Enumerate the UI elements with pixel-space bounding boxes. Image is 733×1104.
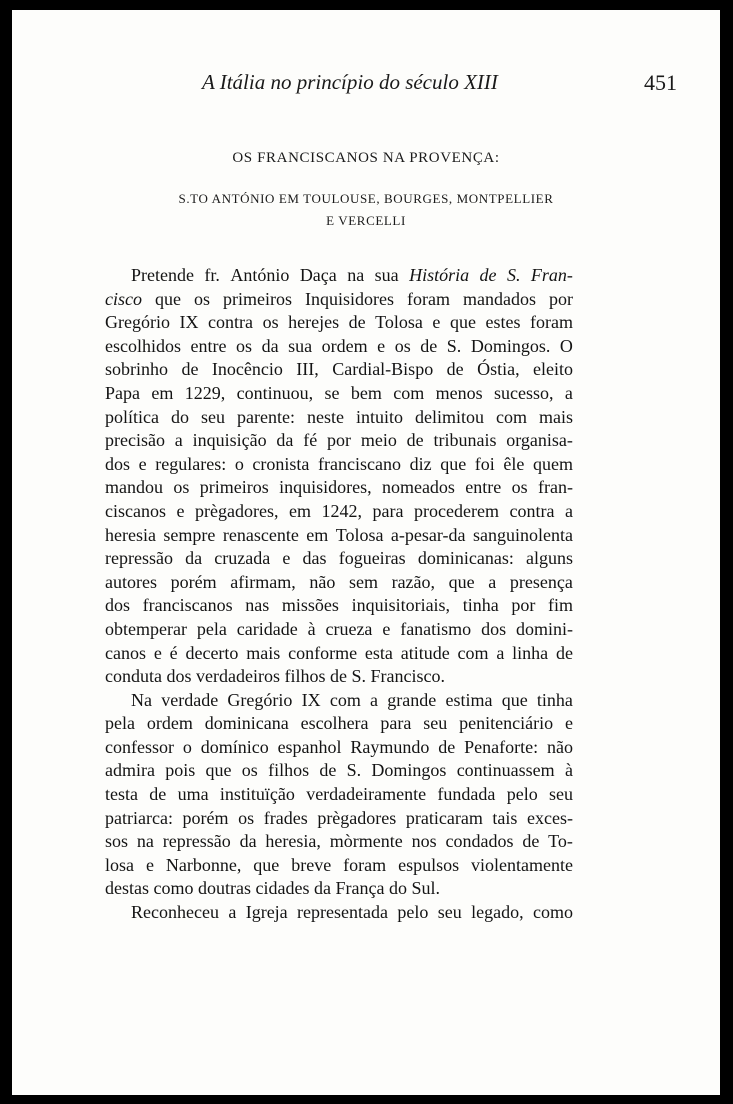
text-line: escolhidos entre os da sua ordem e os de S. Domingos. O bbox=[105, 335, 573, 356]
text-line: precisão a inquisição da fé por meio de tribunais organisa- bbox=[105, 430, 573, 451]
running-title: A Itália no princípio do século XIII bbox=[202, 70, 498, 94]
page-number: 451 bbox=[644, 70, 677, 95]
text-line: dos franciscanos nas missões inquisitoriais, tinha por fim bbox=[105, 595, 573, 616]
section-subtitle bbox=[12, 188, 720, 232]
text-line: losa e Narbonne, que breve foram espulsos violentamente bbox=[105, 854, 573, 875]
text-line: canos e é decerto mais conforme esta atitude com a linha de bbox=[105, 642, 573, 663]
text-line: patriarca: porém os frades prègadores praticaram tais exces- bbox=[105, 807, 573, 828]
text-line: testa de uma instituïção verdadeiramente fundada pelo seu bbox=[105, 784, 573, 805]
text-line: Gregório IX contra os herejes de Tolosa e que estes foram bbox=[105, 312, 573, 333]
text-line: cisco que os primeiros Inquisidores foram mandados por bbox=[105, 288, 573, 309]
text-line: sobrinho de Inocêncio III, Cardial-Bispo de Óstia, eleito bbox=[105, 359, 573, 380]
page-header bbox=[112, 70, 677, 100]
book-page bbox=[12, 10, 720, 1095]
text-line: Na verdade Gregório IX com a grande estima que tinha bbox=[131, 689, 573, 710]
text-line: pela ordem dominicana escolhera para seu penitenciário e bbox=[105, 713, 573, 734]
text-line: autores porém afirmam, não sem razão, que a presença bbox=[105, 571, 573, 592]
text-line: admira pois que os filhos de S. Domingos continuassem à bbox=[105, 760, 573, 781]
section-title: OS FRANCISCANOS NA PROVENÇA: bbox=[232, 150, 500, 166]
subtitle-line-1: S.TO ANTÓNIO EM TOULOUSE, BOURGES, MONTPELLIER bbox=[178, 191, 554, 206]
text-line: destas como doutras cidades da França do Sul. bbox=[105, 878, 440, 899]
text-line: Papa em 1229, continuou, se bem com menos sucesso, a bbox=[105, 382, 573, 403]
subtitle-line-2: E VERCELLI bbox=[326, 213, 406, 228]
text-line: Pretende fr. António Daça na sua História de S. Fran- bbox=[131, 265, 573, 285]
text-line: heresia sempre renascente em Tolosa a-pesar-da sanguinolenta bbox=[105, 524, 573, 545]
text-line: repressão da cruzada e das fogueiras dominicanas: alguns bbox=[105, 548, 573, 569]
text-line: confessor o domínico espanhol Raymundo de Penaforte: não bbox=[105, 736, 573, 757]
text-line: dos e regulares: o cronista franciscano diz que foi êle quem bbox=[105, 453, 573, 474]
text-line: obtemperar pela caridade à crueza e fanatismo dos domini- bbox=[105, 618, 573, 639]
text-line: ciscanos e prègadores, em 1242, para procederem contra a bbox=[105, 500, 573, 521]
text-line: mandou os primeiros inquisidores, nomeados entre os fran- bbox=[105, 477, 573, 498]
body-text bbox=[105, 264, 573, 925]
text-line: sos na repressão da heresia, mòrmente nos condados de To- bbox=[105, 831, 573, 852]
text-line: conduta dos verdadeiros filhos de S. Francisco. bbox=[105, 666, 445, 687]
text-line: política do seu parente: neste intuito delimitou com mais bbox=[105, 406, 573, 427]
text-line: Reconheceu a Igreja representada pelo seu legado, como bbox=[131, 902, 573, 923]
